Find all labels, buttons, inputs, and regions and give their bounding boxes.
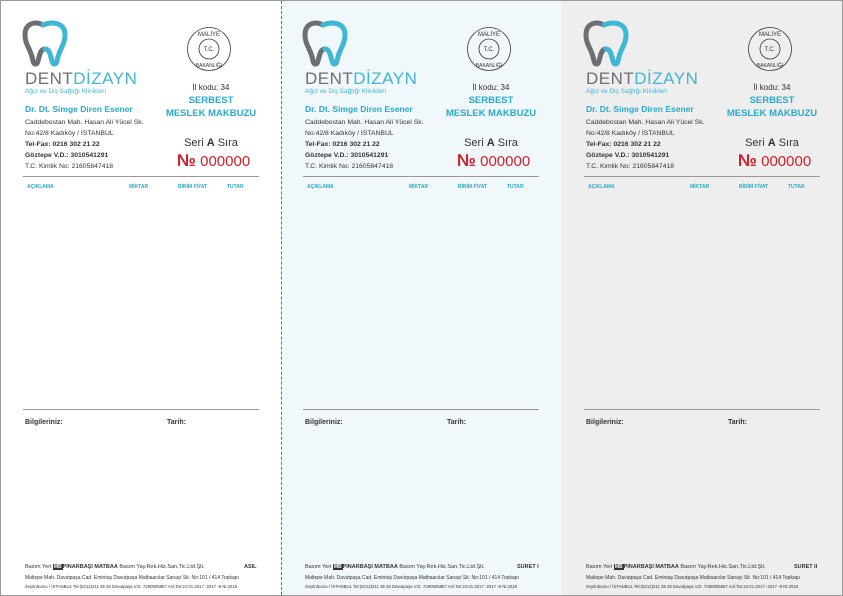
brand-tagline: Ağız ve Diş Sağlığı Klinikleri (586, 88, 667, 95)
brand-name: DENTDİZAYN (305, 69, 418, 88)
column-header-unit-price: BİRİM FİYAT (458, 184, 488, 190)
brand-tagline: Ağız ve Diş Sağlığı Klinikleri (25, 88, 106, 95)
city-code: İl kodu: 34 (192, 83, 230, 92)
tooth-logo-icon (574, 19, 694, 67)
contact-info: Caddebostan Mah. Hasan Ali Yücel Sk. No:42/8 Kadıköy / İSTANBUL Tel-Fax: 0216 302 21 22 Göztepe V.D.: 3010541291 T.C. Kimlik No: 21605847418 (586, 119, 705, 170)
info-label: Bilgileriniz: (25, 419, 63, 426)
printer-footer: Basım Yeri MBPINARBAŞI MATBAA Basım Yay.Rek.Hiz.San.Tic.Ltd.Şti. (25, 564, 205, 570)
info-label: Bilgileriniz: (305, 419, 343, 426)
doctor-name: Dr. Dt. Simge Diren Esener (586, 104, 694, 114)
date-label: Tarih: (728, 419, 747, 426)
copy-label: SURET I (517, 564, 539, 570)
divider (303, 409, 539, 410)
ministry-seal-icon (747, 26, 793, 72)
svg-text:T.C.: T.C. (203, 47, 215, 53)
receipt-title: SERBEST (188, 95, 234, 106)
column-header-quantity: MİKTAR (409, 184, 429, 190)
date-label: Tarih: (447, 419, 466, 426)
printer-fine-print: Zeytinburnu / İSTANBUL Tel:(0212)211 35 29 Davutpaşa V.D. 7290505867 Anl.Tar:24.01.2017 -2017 -8 Ni:2018 (25, 584, 238, 589)
city-code: İl kodu: 34 (753, 83, 791, 92)
printer-address: Maltepe Mah. Davutpaşa Cad. Emintaş Davutpaşa Matbaacılar Sanayi Sit. No:101 / 414 Topkapı (586, 575, 800, 581)
brand-tagline: Ağız ve Diş Sağlığı Klinikleri (305, 88, 386, 95)
receipt-title-line2: MESLEK MAKBUZU (445, 108, 537, 119)
receipt-title: SERBEST (468, 95, 514, 106)
series-label: Seri A Sıra (464, 137, 518, 149)
svg-text:T.C.: T.C. (764, 47, 776, 53)
receipt-number: № 000000 (177, 151, 251, 170)
svg-text:BAKANLIĞI: BAKANLIĞI (195, 63, 223, 69)
svg-text:BAKANLIĞI: BAKANLIĞI (756, 63, 784, 69)
printer-footer: Basım Yeri MBPINARBAŞI MATBAA Basım Yay.Rek.Hiz.San.Tic.Ltd.Şti. (586, 564, 766, 570)
city-code: İl kodu: 34 (472, 83, 510, 92)
printer-fine-print: Zeytinburnu / İSTANBUL Tel:(0212)211 35 29 Davutpaşa V.D. 7290505867 Anl.Tar:24.01.2017 -2017 -8 Ni:2018 (586, 584, 799, 589)
svg-text:T.C.: T.C. (483, 47, 495, 53)
svg-text:MALİYE: MALİYE (197, 32, 221, 38)
series-label: Seri A Sıra (184, 137, 238, 149)
column-header-unit-price: BİRİM FİYAT (178, 184, 208, 190)
date-label: Tarih: (167, 419, 186, 426)
receipt-title: SERBEST (749, 95, 795, 106)
receipt-copy-2 (562, 1, 842, 595)
divider (23, 409, 259, 410)
info-label: Bilgileriniz: (586, 419, 624, 426)
printer-address: Maltepe Mah. Davutpaşa Cad. Emintaş Davutpaşa Matbaacılar Sanayi Sit. No:101 / 414 Topkapı (305, 575, 519, 581)
column-header-amount: TUTAR (788, 184, 805, 190)
brand-name: DENTDİZAYN (25, 69, 138, 88)
printer-fine-print: Zeytinburnu / İSTANBUL Tel:(0212)211 35 29 Davutpaşa V.D. 7290505867 Anl.Tar:24.01.2017 -2017 -8 Ni:2018 (305, 584, 518, 589)
tooth-logo-icon (293, 19, 413, 67)
column-header-description: AÇIKLAMA (307, 184, 334, 190)
divider (23, 176, 259, 177)
divider (584, 409, 820, 410)
ministry-seal-icon (466, 26, 512, 72)
receipt-number: № 000000 (457, 151, 531, 170)
tooth-logo-icon (13, 19, 133, 67)
cut-line (281, 1, 282, 595)
brand-name: DENTDİZAYN (586, 69, 699, 88)
receipt-title-line2: MESLEK MAKBUZU (726, 108, 818, 119)
printer-address: Maltepe Mah. Davutpaşa Cad. Emintaş Davutpaşa Matbaacılar Sanayi Sit. No:101 / 414 Topkapı (25, 575, 239, 581)
column-header-unit-price: BİRİM FİYAT (739, 184, 769, 190)
copy-label: ASIL (244, 564, 257, 570)
receipt-original (1, 1, 281, 595)
ministry-seal-icon (186, 26, 232, 72)
svg-text:MALİYE: MALİYE (477, 32, 501, 38)
column-header-quantity: MİKTAR (129, 184, 149, 190)
series-label: Seri A Sıra (745, 137, 799, 149)
contact-info: Caddebostan Mah. Hasan Ali Yücel Sk. No:42/8 Kadıköy / İSTANBUL Tel-Fax: 0216 302 21 22 Göztepe V.D.: 3010541291 T.C. Kimlik No: 21605847418 (305, 119, 424, 170)
receipt-copy-1 (281, 1, 562, 595)
copy-label: SURET II (794, 564, 818, 570)
column-header-description: AÇIKLAMA (27, 184, 54, 190)
column-header-amount: TUTAR (227, 184, 244, 190)
svg-text:MALİYE: MALİYE (758, 32, 782, 38)
column-header-description: AÇIKLAMA (588, 184, 615, 190)
svg-text:BAKANLIĞI: BAKANLIĞI (475, 63, 503, 69)
divider (303, 176, 539, 177)
column-header-quantity: MİKTAR (690, 184, 710, 190)
divider (584, 176, 820, 177)
column-header-amount: TUTAR (507, 184, 524, 190)
doctor-name: Dr. Dt. Simge Diren Esener (305, 104, 413, 114)
contact-info: Caddebostan Mah. Hasan Ali Yücel Sk. No:42/8 Kadıköy / İSTANBUL Tel-Fax: 0216 302 21 22 Göztepe V.D.: 3010541291 T.C. Kimlik No: 21605847418 (25, 119, 144, 170)
doctor-name: Dr. Dt. Simge Diren Esener (25, 104, 133, 114)
printer-footer: Basım Yeri MBPINARBAŞI MATBAA Basım Yay.Rek.Hiz.San.Tic.Ltd.Şti. (305, 564, 485, 570)
receipt-title-line2: MESLEK MAKBUZU (165, 108, 257, 119)
receipt-number: № 000000 (738, 151, 812, 170)
